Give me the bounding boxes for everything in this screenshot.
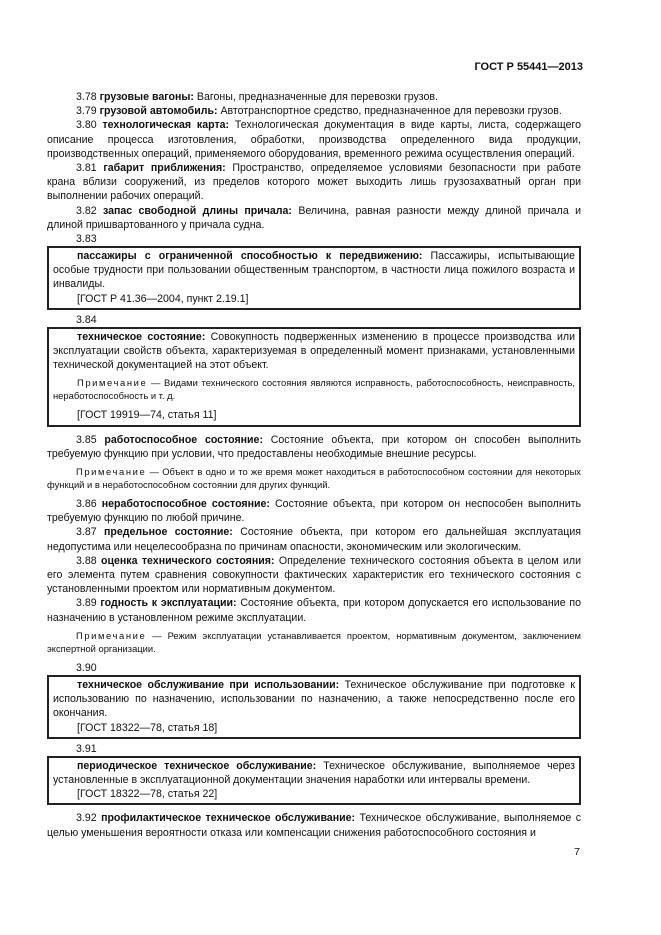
entry-number: 3.92	[76, 812, 97, 825]
term-definition: Вагоны, предназначенные для перевозки грузов.	[196, 91, 438, 103]
term-entry-3-80	[47, 118, 581, 161]
entry-number: 3.82	[76, 204, 97, 217]
term-entry-3-89	[47, 596, 581, 624]
entry-number: 3.78	[76, 91, 97, 103]
page-number: 7	[574, 846, 580, 858]
term-entry-3-82	[47, 204, 581, 232]
note-label: Примечание	[77, 377, 148, 389]
term-entry-3-79	[47, 104, 581, 118]
note-text: — Видами технического состояния являются исправность, работоспособность, неисправность, неработоспособность и т. д.	[53, 377, 575, 402]
term-name: техническое состояние:	[77, 330, 206, 343]
term-entry-3-81	[47, 161, 581, 204]
term-box-3-90	[47, 675, 581, 739]
document-body	[47, 90, 581, 840]
term-definition: Техническое обслуживание, выполняемое с целью уменьшения вероятности отказа или компенсации снижения работоспособного состояния и	[47, 812, 582, 839]
term-name: грузовые вагоны:	[99, 91, 194, 103]
note-label: Примечание	[76, 466, 147, 478]
term-name: техническое обслуживание при использовании:	[77, 678, 340, 691]
term-note	[53, 376, 575, 402]
term-box-3-83	[47, 246, 581, 310]
term-box-3-84	[47, 327, 581, 427]
term-box-3-91	[47, 756, 581, 806]
term-name: предельное состояние:	[104, 526, 233, 539]
term-definition: Состояние объекта, при котором он неспособен выполнить требуемую функцию по любой причине.	[47, 498, 581, 525]
term-definition: Пассажиры, испытывающие особые трудности при пользовании общественным транспортом, в частности лица пожилого возраста и инвалиды.	[53, 250, 576, 291]
term-definition: Пространство, определяемое условиями безопасности при работе крана вблизи сооружений, из пределов которого может выходить лишь грузозахватный орган при выполнении рабочих операций.	[47, 162, 581, 203]
term-name: габарит приближения:	[103, 162, 226, 175]
term-source: [ГОСТ 18322—78, статья 18]	[77, 721, 218, 734]
term-entry-3-78	[47, 90, 581, 104]
note-text: — Режим эксплуатации устанавливается проектом, нормативным документом, заключением экспертной организации.	[47, 629, 582, 654]
term-definition: Величина, равная разности между длиной причала и длиной пришвартованного у причала судна.	[47, 204, 581, 231]
entry-number: 3.81	[76, 162, 97, 175]
term-definition: Совокупность подверженных изменению в процессе производства или эксплуатации свойств объекта, характеризуемая в определенный момент признаками, установленными технической документацией на этот объект.	[53, 330, 575, 372]
term-definition: Техническое обслуживание при подготовке к использованию по назначению, использовании по назначению, а также непосредственно после его окончания.	[53, 678, 575, 720]
term-entry-3-92	[47, 811, 581, 839]
document-header: ГОСТ Р 55441—2013	[474, 61, 583, 73]
term-name: годность к эксплуатации:	[100, 597, 237, 610]
term-name: работоспособное состояние:	[104, 433, 263, 446]
term-entry-3-86	[47, 497, 581, 525]
entry-number-3-84: 3.84	[76, 313, 97, 326]
term-entry-3-88	[47, 554, 581, 597]
entry-number-3-91: 3.91	[76, 742, 97, 755]
term-name: периодическое техническое обслуживание:	[77, 759, 317, 772]
term-entry-3-85	[47, 433, 581, 461]
term-definition: Определение технического состояния объекта в целом или его элемента путем сравнения совокупности фактических характеристик его технического состояния с установленными проектом или нормативным документом.	[47, 554, 581, 596]
term-name: неработоспособное состояние:	[101, 498, 270, 511]
entry-number: 3.80	[76, 119, 97, 132]
term-definition: Автотранспортное средство, предназначенное для перевозки грузов.	[220, 105, 562, 118]
term-name: оценка технического состояния:	[101, 554, 275, 567]
term-name: профилактическое техническое обслуживание:	[101, 812, 356, 825]
term-name: пассажиры с ограниченной способностью к передвижению:	[77, 250, 423, 263]
entry-number: 3.86	[76, 498, 97, 511]
entry-number: 3.79	[76, 105, 97, 118]
note-text: — Объект в одно и то же время может находиться в работоспособном состоянии для некоторых функций и в неработоспособном состоянии для других функций.	[47, 466, 581, 491]
term-definition: Технологическая документация в виде карты, листа, содержащего описание процесса изготовления, обработки, производства определенного вида продукции, производственных операций, применяемого оборудования, временного режима осуществления операций.	[47, 119, 581, 160]
entry-number: 3.87	[76, 526, 97, 539]
entry-number-3-83: 3.83	[76, 233, 97, 246]
term-name: запас свободной длины причала:	[102, 204, 292, 217]
term-definition: Техническое обслуживание, выполняемое через установленные в эксплуатационной документации значения наработки или интервалы времени.	[53, 759, 575, 786]
term-source: [ГОСТ Р 41.36—2004, пункт 2.19.1]	[77, 292, 249, 305]
term-definition: Состояние объекта, при котором допускается его использование по назначению в установленном режиме эксплуатации.	[47, 597, 581, 624]
entry-number-3-90: 3.90	[76, 661, 97, 674]
entry-number: 3.85	[76, 433, 97, 446]
term-name: технологическая карта:	[102, 119, 230, 132]
term-definition: Состояние объекта, при котором он способен выполнить требуемую функцию при условии, что предоставлены необходимые внешние ресурсы.	[47, 433, 581, 460]
entry-number: 3.88	[76, 554, 97, 567]
term-name: грузовой автомобиль:	[99, 105, 218, 118]
entry-number: 3.89	[76, 597, 97, 610]
term-definition: Состояние объекта, при котором его дальнейшая эксплуатация недопустима или нецелесообразна по причинам опасности, экономическим или экологическим.	[47, 526, 581, 553]
term-source: [ГОСТ 18322—78, статья 22]	[77, 788, 218, 801]
note-label: Примечание	[76, 629, 147, 641]
term-note-3-89	[47, 629, 581, 655]
term-entry-3-87	[47, 525, 581, 553]
term-note-3-85	[47, 465, 581, 491]
term-source: [ГОСТ 19919—74, статья 11]	[77, 409, 217, 422]
